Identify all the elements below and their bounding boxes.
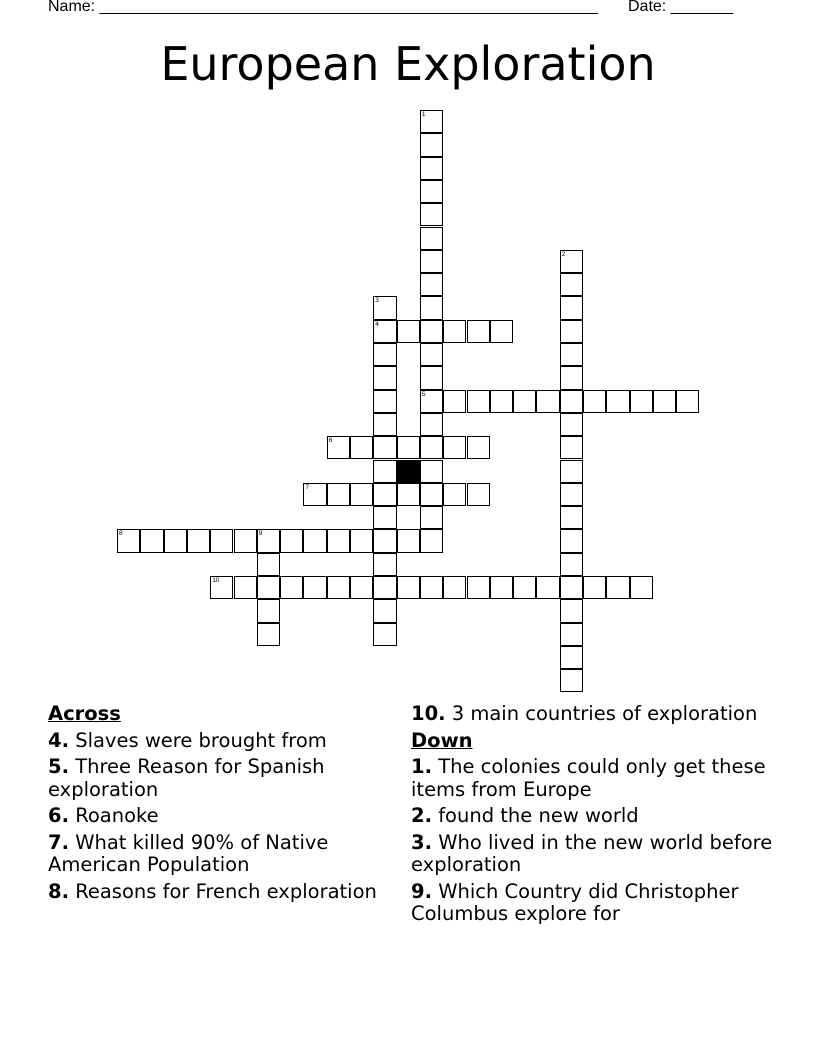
grid-cell[interactable] <box>560 553 583 576</box>
grid-cell[interactable] <box>420 250 443 273</box>
grid-cell[interactable] <box>373 343 396 366</box>
grid-cell[interactable] <box>420 110 443 133</box>
grid-cell[interactable] <box>350 436 373 459</box>
grid-cell[interactable] <box>560 599 583 622</box>
grid-cell[interactable] <box>583 576 606 599</box>
grid-cell[interactable] <box>420 576 443 599</box>
grid-cell[interactable] <box>420 227 443 250</box>
clue-across-4: 4. Slaves were brought from <box>48 728 327 752</box>
grid-cell[interactable] <box>210 529 233 552</box>
grid-cell[interactable] <box>420 436 443 459</box>
grid-cell[interactable] <box>420 320 443 343</box>
grid-cell[interactable] <box>373 576 396 599</box>
grid-cell[interactable] <box>420 273 443 296</box>
grid-cell[interactable] <box>420 460 443 483</box>
grid-cell[interactable] <box>560 390 583 413</box>
grid-cell[interactable] <box>467 390 490 413</box>
grid-cell[interactable] <box>373 320 396 343</box>
grid-number: 3 <box>375 297 379 305</box>
grid-number: 10 <box>212 577 220 584</box>
clue-down-2: 2. found the new world <box>411 804 639 827</box>
grid-cell[interactable] <box>420 157 443 180</box>
grid-cell[interactable] <box>560 273 583 296</box>
grid-cell[interactable] <box>373 366 396 389</box>
grid-cell[interactable] <box>303 483 326 506</box>
grid-cell[interactable] <box>373 436 396 459</box>
grid-cell[interactable] <box>420 506 443 529</box>
grid-cell[interactable] <box>164 529 187 552</box>
grid-cell[interactable] <box>373 413 396 436</box>
grid-cell[interactable] <box>350 576 373 599</box>
grid-cell[interactable] <box>420 483 443 506</box>
grid-cell[interactable] <box>513 390 536 413</box>
grid-cell[interactable] <box>140 529 163 552</box>
grid-cell[interactable] <box>560 296 583 319</box>
grid-cell[interactable] <box>560 320 583 343</box>
grid-cell[interactable] <box>513 576 536 599</box>
grid-cell[interactable] <box>303 576 326 599</box>
grid-number: 6 <box>328 437 333 445</box>
grid-cell[interactable] <box>397 436 420 459</box>
grid-cell[interactable] <box>420 390 443 413</box>
grid-cell[interactable] <box>373 623 396 646</box>
clues-column-left <box>48 703 378 907</box>
grid-cell[interactable] <box>327 483 350 506</box>
grid-cell[interactable] <box>234 576 257 599</box>
grid-cell[interactable] <box>373 483 396 506</box>
grid-cell[interactable] <box>210 576 233 599</box>
grid-cell[interactable] <box>280 576 303 599</box>
grid-cell[interactable] <box>420 529 443 552</box>
grid-cell[interactable] <box>257 529 280 552</box>
grid-cell[interactable] <box>373 390 396 413</box>
grid-cell[interactable] <box>327 576 350 599</box>
grid-number: 4 <box>375 320 379 328</box>
clue-down-9: 9. Which Country did Christopher Columbus explore for <box>411 879 739 925</box>
grid-cell[interactable] <box>536 390 559 413</box>
clue-across-6: 6. Roanoke <box>48 804 159 827</box>
grid-cell[interactable] <box>490 390 513 413</box>
grid-cell[interactable] <box>187 529 210 552</box>
grid-cell[interactable] <box>560 506 583 529</box>
grid-cell[interactable] <box>560 483 583 506</box>
grid-cell[interactable] <box>443 320 466 343</box>
grid-cell[interactable] <box>467 320 490 343</box>
grid-cell[interactable] <box>280 529 303 552</box>
grid-cell[interactable] <box>420 133 443 156</box>
grid-cell[interactable] <box>630 576 653 599</box>
grid-cell[interactable] <box>560 529 583 552</box>
black-square <box>397 460 420 483</box>
grid-cell[interactable] <box>373 506 396 529</box>
grid-cell[interactable] <box>653 390 676 413</box>
grid-cell[interactable] <box>560 646 583 669</box>
grid-cell[interactable] <box>443 483 466 506</box>
grid-cell[interactable] <box>117 529 140 552</box>
grid-cell[interactable] <box>397 320 420 343</box>
grid-cell[interactable] <box>583 390 606 413</box>
grid-cell[interactable] <box>420 296 443 319</box>
grid-cell[interactable] <box>397 483 420 506</box>
grid-cell[interactable] <box>560 576 583 599</box>
down-heading: Down <box>411 728 473 752</box>
grid-cell[interactable] <box>560 343 583 366</box>
grid-cell[interactable] <box>327 436 350 459</box>
grid-cell[interactable] <box>560 250 583 273</box>
grid-cell[interactable] <box>420 203 443 226</box>
grid-cell[interactable] <box>373 296 396 319</box>
grid-cell[interactable] <box>257 623 280 646</box>
grid-cell[interactable] <box>443 390 466 413</box>
clue-down-3: 3. Who lived in the new world before exploration <box>411 830 773 876</box>
grid-cell[interactable] <box>606 390 629 413</box>
clue-down-1: 1. The colonies could only get these items from Europe <box>411 755 766 801</box>
clue-across-5: 5. Three Reason for Spanish exploration <box>48 755 325 801</box>
grid-cell[interactable] <box>373 553 396 576</box>
grid-cell[interactable] <box>420 366 443 389</box>
grid-cell[interactable] <box>257 576 280 599</box>
grid-number: 5 <box>421 390 426 398</box>
grid-cell[interactable] <box>373 460 396 483</box>
grid-number: 7 <box>305 483 310 491</box>
grid-cell[interactable] <box>257 553 280 576</box>
grid-number: 1 <box>421 111 426 118</box>
grid-cell[interactable] <box>490 576 513 599</box>
grid-cell[interactable] <box>443 436 466 459</box>
grid-cell[interactable] <box>397 529 420 552</box>
grid-cell[interactable] <box>303 529 326 552</box>
grid-cell[interactable] <box>560 623 583 646</box>
grid-cell[interactable] <box>467 436 490 459</box>
grid-cell[interactable] <box>234 529 257 552</box>
grid-cell[interactable] <box>420 343 443 366</box>
grid-cell[interactable] <box>560 413 583 436</box>
grid-cell[interactable] <box>350 529 373 552</box>
grid-cell[interactable] <box>350 483 373 506</box>
grid-cell[interactable] <box>420 413 443 436</box>
grid-cell[interactable] <box>490 320 513 343</box>
grid-cell[interactable] <box>536 576 559 599</box>
grid-cell[interactable] <box>630 390 653 413</box>
grid-cell[interactable] <box>327 529 350 552</box>
grid-cell[interactable] <box>397 576 420 599</box>
grid-cell[interactable] <box>257 599 280 622</box>
grid-number: 2 <box>561 250 566 258</box>
grid-cell[interactable] <box>443 576 466 599</box>
grid-number: 8 <box>119 530 123 538</box>
grid-cell[interactable] <box>373 529 396 552</box>
across-heading: Across <box>48 702 121 725</box>
page-title: European Exploration <box>160 37 656 91</box>
date-field[interactable]: Date: _______ <box>628 0 733 15</box>
grid-cell[interactable] <box>560 366 583 389</box>
grid-cell[interactable] <box>676 390 699 413</box>
grid-cell[interactable] <box>467 483 490 506</box>
grid-cell[interactable] <box>420 180 443 203</box>
grid-cell[interactable] <box>560 436 583 459</box>
clue-across-8: 8. Reasons for French exploration <box>48 879 377 903</box>
grid-cell[interactable] <box>560 460 583 483</box>
grid-number: 9 <box>258 530 263 538</box>
clue-across-7: 7. What killed 90% of Native American Population <box>48 830 329 876</box>
clue-across-10: 10. 3 main countries of exploration <box>411 702 758 725</box>
name-field[interactable]: Name: ________________________________________________________ <box>48 0 598 15</box>
grid-cell[interactable] <box>373 599 396 622</box>
clues-column-right <box>411 703 791 930</box>
grid-cell[interactable] <box>467 576 490 599</box>
grid-cell[interactable] <box>560 669 583 692</box>
grid-cell[interactable] <box>606 576 629 599</box>
